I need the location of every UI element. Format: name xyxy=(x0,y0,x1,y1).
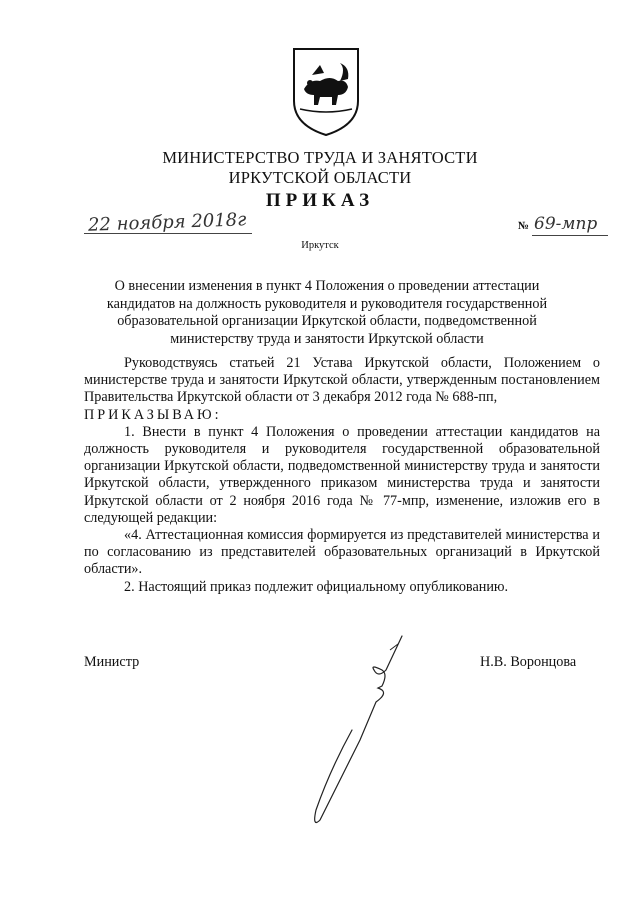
irkutsk-coat-of-arms-icon xyxy=(290,45,362,137)
subject-line: образовательной организации Иркутской области, подведомственной xyxy=(117,313,537,329)
ministry-line-1: МИНИСТЕРСТВО ТРУДА И ЗАНЯТОСТИ xyxy=(162,148,478,167)
quoted-text: «4. Аттестационная комиссия формируется из представителей министерства и по согласованию из представителей образовательных организаций в Иркутской области». xyxy=(84,527,600,578)
order-body xyxy=(84,355,600,596)
order-subject xyxy=(92,278,562,348)
subject-line: О внесении изменения в пункт 4 Положения о проведении аттестации xyxy=(114,278,540,294)
ministry-name xyxy=(0,148,640,188)
order-number-value: 69-мпр xyxy=(534,214,598,234)
signer-name: Н.В. Воронцова xyxy=(480,654,577,670)
subject-line: кандидатов на должность руководителя и руководителя государственной xyxy=(106,295,548,312)
date-underline xyxy=(84,233,252,234)
city: Иркутск xyxy=(301,240,339,251)
order-item-1: 1. Внести в пункт 4 Положения о проведении аттестации кандидатов на должность руководителя и руководителя государственной образовательной организации Иркутской области, подведомственной министерству труда и занятости Иркутской области, утвержденного приказом министерства труда и занятости Иркутской области от 2 ноября 2016 года № 77-мпр, изменение, изложив его в следующей редакции: xyxy=(84,423,600,526)
order-number xyxy=(518,214,608,238)
number-sign: № xyxy=(518,220,530,232)
subject-line: министерству труда и занятости Иркутской области xyxy=(170,330,484,347)
order-word: ПРИКАЗЫВАЮ: xyxy=(84,406,222,423)
preamble: Руководствуясь статьей 21 Устава Иркутской области, Положением о министерстве труда и занятости Иркутской области, утвержденным постановлением Правительства Иркутской области от 3 декабря 2012 года № 688-пп, xyxy=(84,355,600,406)
order-title: ПРИКАЗ xyxy=(265,190,375,211)
order-date: 22 ноября 2018г xyxy=(87,209,247,236)
handwritten-signature xyxy=(290,630,440,830)
number-underline xyxy=(532,235,608,236)
ministry-line-2: ИРКУТСКОЙ ОБЛАСТИ xyxy=(228,168,412,187)
order-item-2: 2. Настоящий приказ подлежит официальному опубликованию. xyxy=(124,578,509,595)
signer-position: Министр xyxy=(84,654,140,670)
